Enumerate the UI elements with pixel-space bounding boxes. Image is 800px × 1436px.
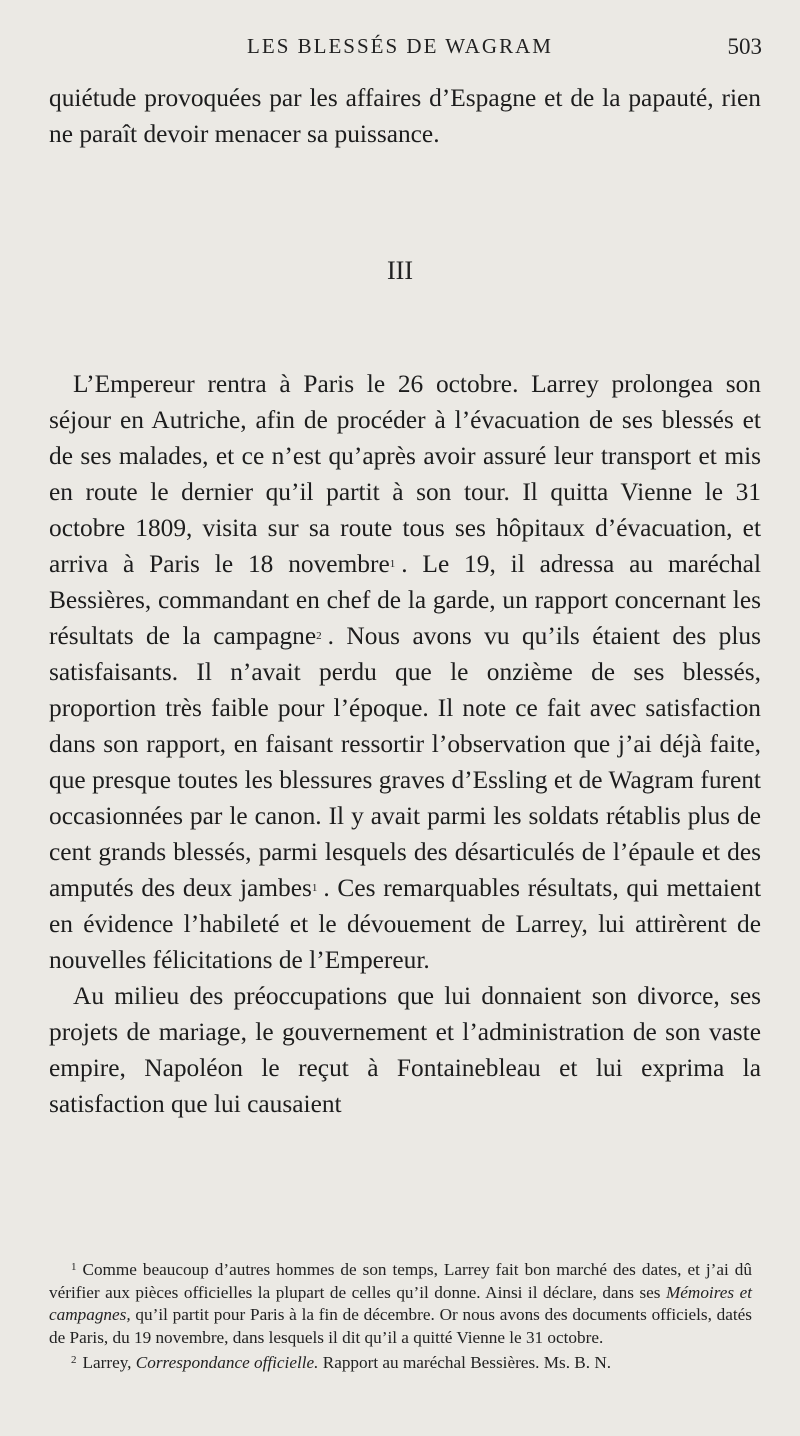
footnote-1-text-b: qu’il partit pour Paris à la fin de décembre. Or nous avons des documents officiels, datés de Paris, du 19 novembre, dans lesquels il dit qu’il a quitté Vienne le 31 octobre. [49, 1305, 752, 1347]
paragraph-2: Au milieu des préoccupations que lui donnaient son divorce, ses projets de mariage, le gouvernement et l’administration de son vaste empire, Napoléon le reçut à Fontainebleau et lui exprima la satisfaction que lui causaient [49, 982, 761, 1118]
footnote-ref-2: 2 [316, 630, 322, 642]
continuation-text [49, 80, 761, 152]
section-body [49, 366, 761, 1122]
paragraph-1-part-c: . Nous avons vu qu’ils étaient des plus satisfaisants. Il n’avait perdu que le onzième de ses blessés, proportion très faible pour l’époque. Il note ce fait avec satisfaction dans son rapport, en faisant ressortir l’observation que j’ai déjà faite, que presque toutes les blessures graves d’Essling et de Wagram furent occasionnées par le canon. Il y avait parmi les soldats rétablis plus de cent grands blessés, parmi lesquels des désarticulés de l’épaule et des amputés des deux jambes [49, 622, 761, 902]
page-number: 503 [727, 34, 762, 59]
paragraph-1-part-b: . Le 19, il adressa au maréchal Bessières, commandant en chef de la garde, un rapport concernant les résultats de la campagne [49, 550, 762, 650]
paragraph-1-part-d: . Ces remarquables résultats, qui mettaient en évidence l’habileté et le dévouement de Larrey, lui attirèrent de nouvelles félicitations de l’Empereur. [49, 874, 762, 974]
footnote-ref-1: 1 [389, 558, 396, 570]
continuation-paragraph: quiétude provoquées par les affaires d’Espagne et de la papauté, rien ne paraît devoir menacer sa puissance. [49, 84, 761, 148]
footnotes [49, 1256, 752, 1375]
paragraph-1 [49, 366, 761, 978]
running-header [0, 34, 800, 64]
footnote-1-mark: 1 [71, 1261, 77, 1273]
footnote-1 [49, 1256, 752, 1349]
running-title: LES BLESSÉS DE WAGRAM [247, 34, 553, 58]
footnote-ref-3: 1 [311, 882, 318, 894]
paragraph-1-part-a: L’Empereur rentra à Paris le 26 octobre. Larrey prolongea son séjour en Autriche, afin de procéder à l’évacuation de ses blessés et de ses malades, et ce n’est qu’après avoir assuré leur transport et mis en route le dernier qu’il partit à son tour. Il quitta Vienne le 31 octobre 1809, visita sur sa route tous ses hôpitaux d’évacuation, et arriva à Paris le 18 novembre [49, 370, 761, 578]
footnote-2-text-b: Rapport au maréchal Bessières. Ms. B. N. [318, 1353, 612, 1372]
footnote-1-italic-title: Mémoires et campagnes, [49, 1282, 753, 1324]
footnote-2-italic-title: Correspondance officielle. [135, 1353, 319, 1372]
footnote-2-mark: 2 [71, 1354, 77, 1366]
footnote-2-text-a: Larrey, [82, 1353, 136, 1372]
footnote-2 [49, 1349, 752, 1375]
section-numeral: III [387, 256, 413, 285]
footnote-1-text-a: Comme beaucoup d’autres hommes de son temps, Larrey fait bon marché des dates, et j’ai dû vérifier aux pièces officielles la plupart de celles qu’il donne. Ainsi il déclare, dans ses [49, 1260, 752, 1302]
